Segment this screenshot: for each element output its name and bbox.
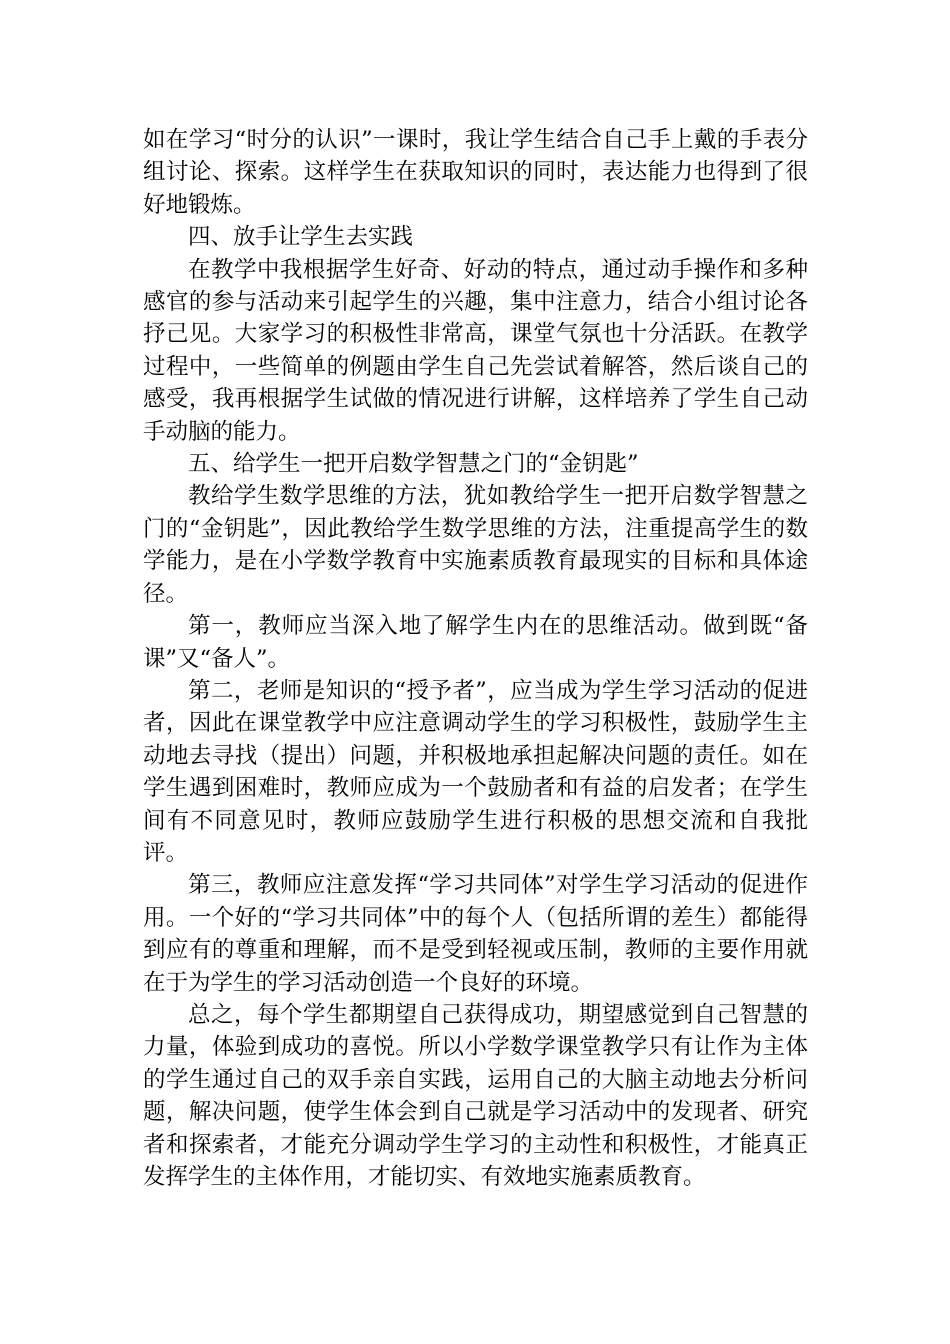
- paragraph: 教给学生数学思维的方法，犹如教给学生一把开启数学智慧之门的“金钥匙”，因此教给学生数学思维的方法，注重提高学生的数学能力，是在小学数学教育中实施素质教育最现实的目标和具体途径。: [143, 483, 808, 607]
- paragraph-point-first: 第一，教师应当深入地了解学生内在的思维活动。做到既“备课”又“备人”。: [143, 613, 808, 672]
- section-heading-practice: 四、放手让学生去实践: [188, 224, 414, 251]
- paragraph-point-third: 第三，教师应注意发挥“学习共同体”对学生学习活动的促进作用。一个好的“学习共同体”中的每个人（包括所谓的差生）都能得到应有的尊重和理解，而不是受到轻视或压制，教师的主要作用就在于为学生的学习活动创造一个良好的环境。: [143, 872, 808, 996]
- paragraph: 在教学中我根据学生好奇、好动的特点，通过动手操作和多种感官的参与活动来引起学生的兴趣，集中注意力，结合小组讨论各抒己见。大家学习的积极性非常高，课堂气氛也十分活跃。在教学过程中，一些简单的例题由学生自己先尝试着解答，然后谈自己的感受，我再根据学生试做的情况进行讲解，这样培养了学生自己动手动脑的能力。: [143, 256, 808, 445]
- paragraph-continuation: 如在学习“时分的认识”一课时，我让学生结合自己手上戴的手表分组讨论、探索。这样学生在获取知识的同时，表达能力也得到了很好地锻炼。: [143, 127, 808, 218]
- section-heading-golden-key: 五、给学生一把开启数学智慧之门的“金钥匙”: [188, 451, 639, 478]
- document-body: [143, 124, 808, 1193]
- paragraph-point-second: 第二，老师是知识的“授予者”，应当成为学生学习活动的促进者，因此在课堂教学中应注意调动学生的学习积极性，鼓励学生主动地去寻找（提出）问题，并积极地承担起解决问题的责任。如在学生遇到困难时，教师应成为一个鼓励者和有益的启发者；在学生间有不同意见时，教师应鼓励学生进行积极的思想交流和自我批评。: [143, 677, 808, 866]
- paragraph-conclusion: 总之，每个学生都期望自己获得成功，期望感觉到自己智慧的力量，体验到成功的喜悦。所以小学数学课堂教学只有让作为主体的学生通过自己的双手亲自实践，运用自己的大脑主动地去分析问题，解决问题，使学生体会到自己就是学习活动中的发现者、研究者和探索者，才能充分调动学生学习的主动性和积极性，才能真正发挥学生的主体作用，才能切实、有效地实施素质教育。: [143, 1001, 808, 1190]
